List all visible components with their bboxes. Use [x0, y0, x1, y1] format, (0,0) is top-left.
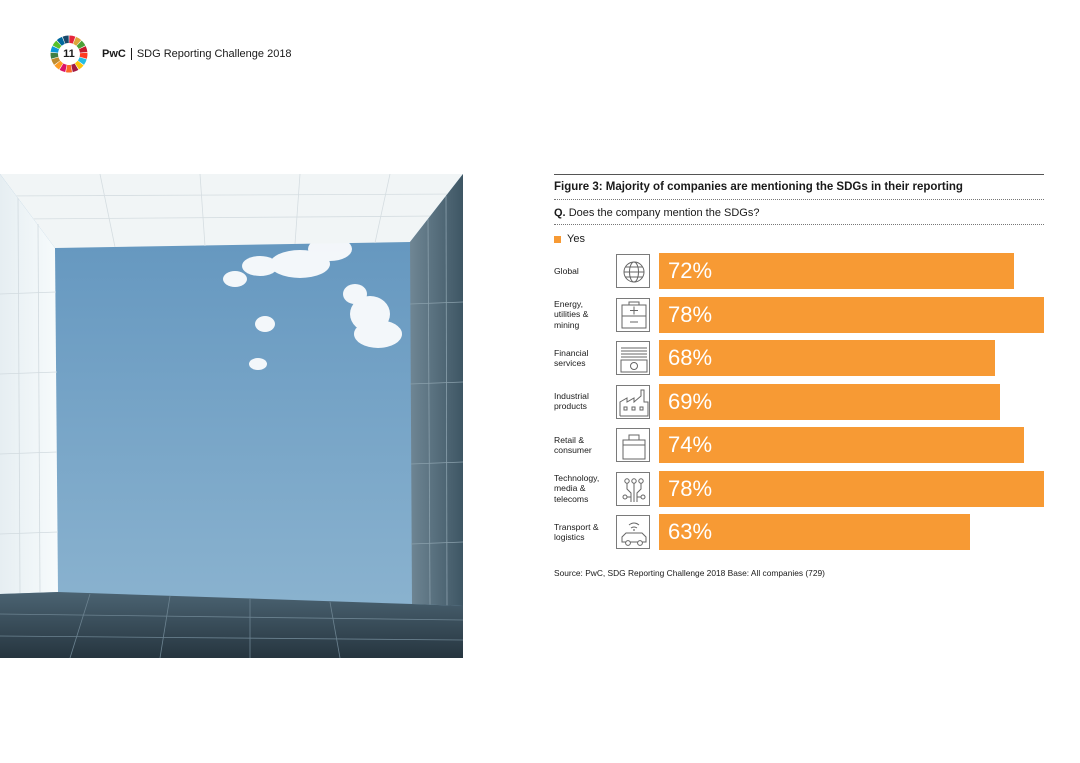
category-label-line: services	[554, 357, 586, 368]
chart-title: Figure 3: Majority of companies are mentioning the SDGs in their reporting	[554, 181, 963, 193]
bar-value-label: 78%	[668, 475, 713, 501]
category-label-line: Energy,	[554, 299, 583, 310]
category-label	[554, 299, 612, 330]
category-label-line: Global	[554, 265, 579, 276]
category-label	[554, 266, 612, 276]
bar-value-label: 74%	[668, 432, 713, 457]
connected-car-icon	[616, 515, 650, 549]
category-label-line: consumer	[554, 444, 592, 455]
brand	[102, 48, 292, 60]
category-label-line: mining	[554, 319, 580, 330]
category-label-line: Technology,	[554, 473, 600, 484]
dotted-rule	[554, 199, 1044, 200]
brand-divider	[131, 48, 132, 60]
shopping-bag-icon	[616, 428, 650, 462]
sky-through-ceiling-photo-icon	[0, 174, 463, 658]
legend-label: Yes	[567, 233, 585, 245]
chart-source: Source: PwC, SDG Reporting Challenge 2018 Base: All companies (729)	[554, 568, 825, 578]
category-label-line: Transport &	[554, 521, 599, 532]
circuit-icon	[616, 472, 650, 506]
category-label-line: Industrial	[554, 391, 589, 402]
banknote-icon	[616, 341, 650, 375]
bar	[659, 427, 1024, 463]
page-number: 11	[63, 48, 75, 60]
sky-photo	[0, 174, 463, 658]
question-prefix: Q.	[554, 207, 566, 219]
category-label	[554, 435, 612, 456]
bar	[659, 253, 1014, 289]
report-title: SDG Reporting Challenge 2018	[136, 48, 292, 60]
legend-swatch	[554, 236, 561, 243]
chart-question	[554, 207, 759, 219]
sdg-wheel-logo	[50, 35, 88, 73]
category-label	[554, 473, 612, 504]
question-text: Does the company mention the SDGs?	[568, 207, 760, 219]
bar	[659, 471, 1044, 507]
category-label-line: telecoms	[554, 493, 589, 504]
bar-value-label: 63%	[668, 519, 713, 544]
chart-legend	[554, 233, 585, 245]
category-label	[554, 522, 612, 543]
brand-name: PwC	[102, 48, 126, 60]
bar-value-label: 78%	[668, 301, 713, 327]
category-label	[554, 391, 612, 412]
battery-icon	[616, 298, 650, 332]
category-label	[554, 348, 612, 369]
bar-value-label: 72%	[668, 258, 713, 283]
page-header	[50, 35, 292, 73]
top-rule	[554, 174, 1044, 175]
bar-value-label: 69%	[668, 388, 713, 414]
globe-icon	[616, 254, 650, 288]
bar-value-label: 68%	[668, 345, 713, 370]
bar	[659, 297, 1044, 333]
category-label-line: Financial	[554, 347, 589, 358]
category-label-line: products	[554, 401, 587, 412]
factory-icon	[616, 385, 650, 419]
category-label-line: logistics	[554, 531, 585, 542]
category-label-line: utilities &	[554, 309, 589, 320]
category-label-line: Retail &	[554, 434, 585, 445]
dotted-rule	[554, 224, 1044, 225]
category-label-line: media &	[554, 483, 586, 494]
